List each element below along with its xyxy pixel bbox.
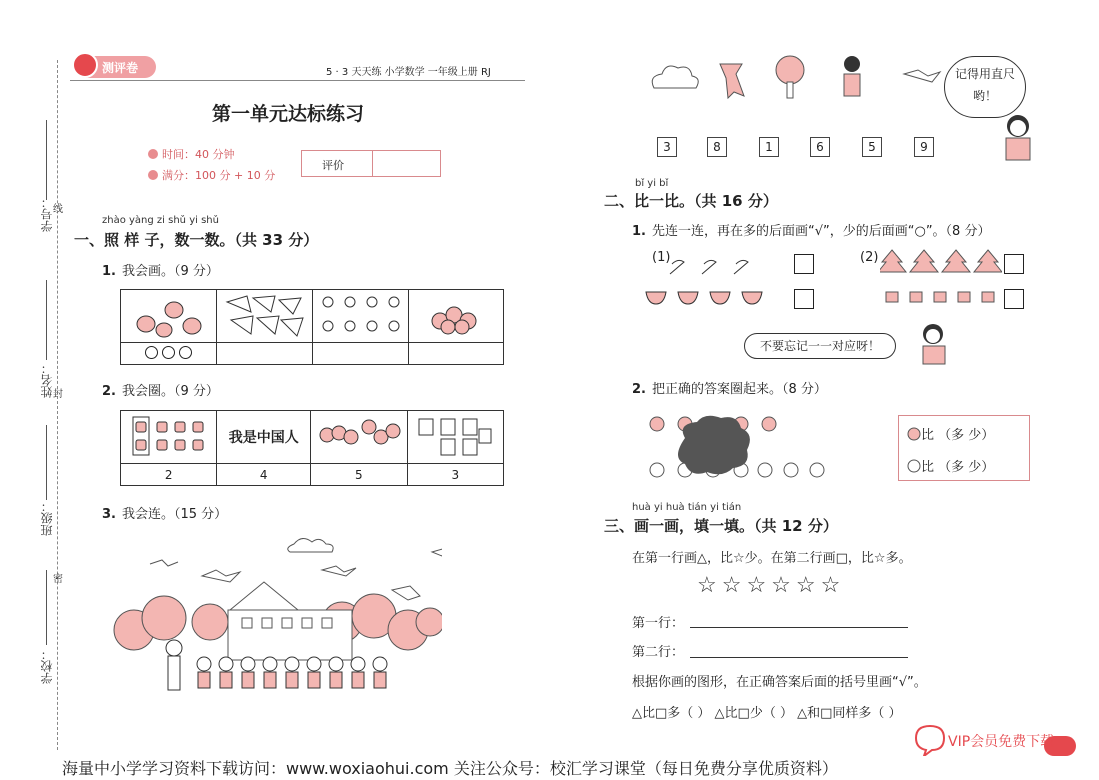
bird-icon [392, 586, 420, 600]
row2-label: 第二行： [632, 645, 685, 660]
q2-text: 我会圈。（9 分） [121, 384, 219, 399]
number-box-4: 6 [810, 137, 830, 157]
name-label: 姓名： [40, 362, 54, 398]
answer-box-spoons[interactable] [794, 254, 814, 274]
q1-answer-cell-2[interactable] [216, 343, 312, 365]
q2-table [120, 410, 504, 486]
tree-icon [776, 56, 804, 84]
milk-boxes-icon [415, 413, 495, 459]
number-box-3: 1 [759, 137, 779, 157]
s2-q2-text: 把正确的答案圈起来。（8 分） [651, 382, 827, 397]
school-roof [230, 582, 298, 610]
milk-boxes-cell [407, 411, 503, 464]
q2-answer-1: 2 [121, 464, 217, 486]
flowers-icon [318, 292, 404, 338]
q1-heading [102, 260, 219, 279]
q1-example-answer [121, 343, 217, 365]
section1-pinyin: zhào yàng zi shǔ yi shǔ [102, 215, 219, 226]
stars-row: ☆☆☆☆☆☆ [697, 573, 846, 598]
judge-instruction: 根据你画的图形，在正确答案后面的括号里画“√”。 [632, 675, 927, 690]
class-label: 班级： [40, 500, 54, 536]
choice-1-text: 比 （多 少） [921, 428, 995, 443]
s2-q2-heading [632, 378, 827, 397]
umbrellas-cell [216, 290, 312, 343]
cloud-icon [652, 66, 698, 88]
footer-text: 海量中小学学习资料下载访问：www.woxiaohui.com 关注公众号：校汇学习课堂（每日免费分享优质资料） [62, 759, 838, 778]
s2-q2-number: 2. [632, 382, 646, 397]
flowers-cell [313, 290, 409, 343]
bird-icon [322, 566, 356, 576]
q2-number: 2. [102, 384, 116, 399]
bird-icon [432, 548, 442, 556]
q1-answer-cell-3[interactable] [313, 343, 409, 365]
school-scene-illustration [112, 530, 442, 720]
strawberries-icon [426, 295, 486, 335]
peach-icon [907, 459, 921, 473]
lanterns-cell [121, 290, 217, 343]
vip-download-link[interactable]: VIP会员免费下载 [948, 734, 1055, 750]
q3-text: 我会连。（15 分） [121, 507, 228, 522]
apples-and-peaches [645, 412, 825, 484]
section3-title: 三、画一画，填一填。（共 12 分） [604, 517, 838, 535]
ink-blot [678, 416, 750, 475]
scarf-icon [720, 64, 744, 98]
teacher-icon [1000, 112, 1038, 162]
section3-pinyin: huà yi huà tián yi tián [632, 502, 742, 513]
bird-icon [202, 570, 240, 582]
binding-mark-mi: 密 [53, 574, 63, 585]
trees-icon [317, 413, 401, 459]
header-rule [70, 80, 525, 81]
binding-mark-feng: 封 [53, 389, 63, 400]
evaluation-label: 评价 [322, 159, 344, 172]
apple-icon [907, 427, 921, 441]
binding-dashed-line [57, 60, 58, 750]
q3-heading [102, 503, 227, 522]
evaluation-divider [372, 151, 373, 176]
evaluation-box [301, 150, 441, 177]
q1-table [120, 289, 504, 365]
q2-answer-2: 4 [217, 464, 311, 486]
q2-answer-4: 3 [407, 464, 503, 486]
section1-title: 一、照 样 子，数一数。（共 33 分） [74, 231, 319, 249]
s2-q1-heading [632, 220, 990, 239]
student-no-label: 学号： [40, 196, 54, 232]
lanterns-icon [128, 292, 208, 338]
s2-q1-number: 1. [632, 224, 646, 239]
school-line [46, 570, 47, 645]
score-text: 满分：100 分 + 10 分 [162, 169, 276, 182]
badge-label: 测评卷 [102, 61, 139, 75]
answer-box-bowls[interactable] [794, 289, 814, 309]
chat-icon [916, 726, 944, 756]
judge-options: △比□多（ ） △比□少（ ） △和□同样多（ ） [632, 706, 902, 721]
mascot-icon [72, 52, 98, 78]
boy-icon [915, 322, 953, 366]
number-box-2: 8 [707, 137, 727, 157]
choice-2-text: 比 （多 少） [921, 460, 995, 475]
number-box-1: 3 [657, 137, 677, 157]
answer-choices-box [898, 415, 1030, 481]
row2-answer-line[interactable] [690, 657, 908, 658]
series-info: 5 · 3 天天练 小学数学 一年级上册 RJ [326, 67, 491, 78]
girl-icon [844, 56, 860, 72]
q2-answer-3: 5 [311, 464, 408, 486]
choice-1[interactable] [907, 424, 994, 443]
section3-instruction: 在第一行画△，比☆少。在第二行画□，比☆多。 [632, 551, 912, 566]
bird-icon [150, 560, 178, 566]
ruler-reminder-bubble: 记得用直尺哟！ [944, 56, 1026, 118]
bowls-icon [646, 292, 762, 304]
trees-cell [311, 411, 408, 464]
spoons-and-bowls [640, 252, 790, 312]
q1-answer-cell-4[interactable] [409, 343, 504, 365]
name-line [46, 280, 47, 360]
section2-pinyin: bǐ yi bǐ [635, 178, 669, 189]
q3-number: 3. [102, 507, 116, 522]
one-to-one-reminder: 不要忘记一一对应呀！ [744, 333, 896, 359]
number-box-5: 5 [862, 137, 882, 157]
section2-title: 二、比一比。（共 16 分） [604, 192, 778, 210]
slogan-cell: 我是中国人 [217, 411, 311, 464]
choice-2[interactable] [907, 456, 994, 475]
class-line [46, 425, 47, 500]
student-no-line [46, 120, 47, 200]
answer-box-trees[interactable] [1004, 254, 1024, 274]
binding-mark-xian: 线 [53, 204, 63, 215]
time-text: 时间：40 分钟 [162, 148, 235, 161]
page-title: 第一单元达标练习 [212, 103, 365, 125]
gifts-icon [886, 292, 994, 302]
row1-label: 第一行： [632, 616, 685, 631]
clock-icon [148, 149, 158, 159]
time-info [148, 146, 235, 162]
score-icon [148, 170, 158, 180]
q1-text: 我会画。（9 分） [121, 264, 219, 279]
strawberries-cell [409, 290, 504, 343]
cakes-icon [129, 413, 209, 459]
pine-trees-icon [880, 250, 1002, 272]
part2-label: (2) [860, 250, 879, 265]
part1-label: (1) [652, 250, 671, 265]
answer-box-gifts[interactable] [1004, 289, 1024, 309]
trees-and-flags [880, 248, 1002, 310]
cloud-icon [288, 538, 333, 552]
score-info [148, 167, 275, 183]
school-label: 学校： [40, 648, 54, 684]
q1-number: 1. [102, 264, 116, 279]
number-box-6: 9 [914, 137, 934, 157]
cakes-cell [121, 411, 217, 464]
umbrellas-icon [223, 292, 307, 338]
q2-heading [102, 380, 219, 399]
spoons-icon [670, 260, 748, 274]
bird-icon [904, 70, 940, 82]
row1-answer-line[interactable] [690, 627, 908, 628]
top-pictures [648, 52, 948, 107]
s2-q1-text: 先连一连，再在多的后面画“√”，少的后面画“○”。（8 分） [651, 224, 991, 239]
